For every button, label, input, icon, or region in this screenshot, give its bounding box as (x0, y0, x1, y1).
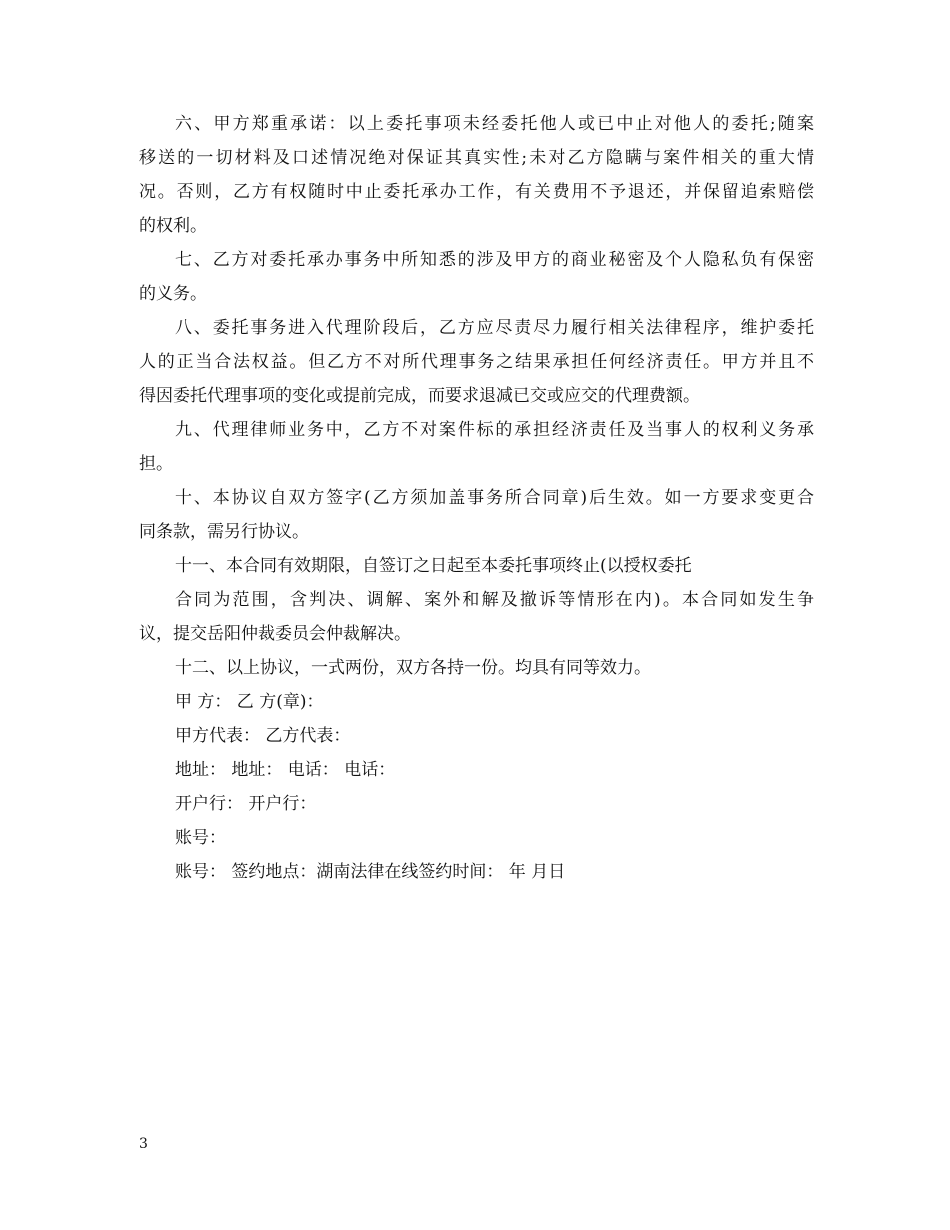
clause-8-line-2: 人的正当合法权益。但乙方不对所代理事务之结果承担任何经济责任。甲方并且不 (139, 352, 814, 372)
page-number: 3 (139, 1136, 148, 1152)
clause-11-line-1: 十一、本合同有效期限，自签订之日起至本委托事项终止(以授权委托 (175, 556, 692, 576)
clause-6-line-1: 六、甲方郑重承诺：以上委托事项未经委托他人或已中止对他人的委托;随案 (175, 114, 814, 134)
signature-address-phone: 地址： 地址： 电话： 电话： (175, 760, 396, 780)
signature-representatives: 甲方代表： 乙方代表： (175, 726, 351, 746)
signature-bank: 开户行： 开户行： (175, 794, 317, 814)
clause-11-line-3: 议，提交岳阳仲裁委员会仲裁解决。 (139, 624, 411, 644)
clause-9-line-2: 担。 (139, 454, 173, 474)
clause-8-line-3: 得因委托代理事项的变化或提前完成，而要求退减已交或应交的代理费额。 (139, 386, 700, 406)
clause-8-line-1: 八、委托事务进入代理阶段后，乙方应尽责尽力履行相关法律程序，维护委托 (175, 318, 814, 338)
signature-place-date: 账号： 签约地点：湖南法律在线签约时间： 年 月日 (175, 862, 566, 882)
clause-6-line-3: 况。否则，乙方有权随时中止委托承办工作，有关费用不予退还，并保留追索赔偿 (139, 182, 814, 202)
clause-11-line-2: 合同为范围，含判决、调解、案外和解及撤诉等情形在内)。本合同如发生争 (175, 590, 814, 610)
clause-6-line-4: 的权利。 (139, 216, 207, 236)
clause-7-line-2: 的义务。 (139, 284, 207, 304)
clause-12-line-1: 十二、以上协议，一式两份，双方各持一份。均具有同等效力。 (175, 658, 651, 678)
clause-10-line-1: 十、本协议自双方签字(乙方须加盖事务所合同章)后生效。如一方要求变更合 (175, 488, 814, 508)
signature-parties: 甲 方： 乙 方(章)： (175, 692, 324, 712)
clause-9-line-1: 九、代理律师业务中，乙方不对案件标的承担经济责任及当事人的权利义务承 (175, 420, 814, 440)
signature-account: 账号： (175, 828, 226, 848)
clause-10-line-2: 同条款，需另行协议。 (139, 522, 309, 542)
clause-7-line-1: 七、乙方对委托承办事务中所知悉的涉及甲方的商业秘密及个人隐私负有保密 (175, 250, 814, 270)
clause-6-line-2: 移送的一切材料及口述情况绝对保证其真实性;未对乙方隐瞒与案件相关的重大情 (139, 148, 814, 168)
